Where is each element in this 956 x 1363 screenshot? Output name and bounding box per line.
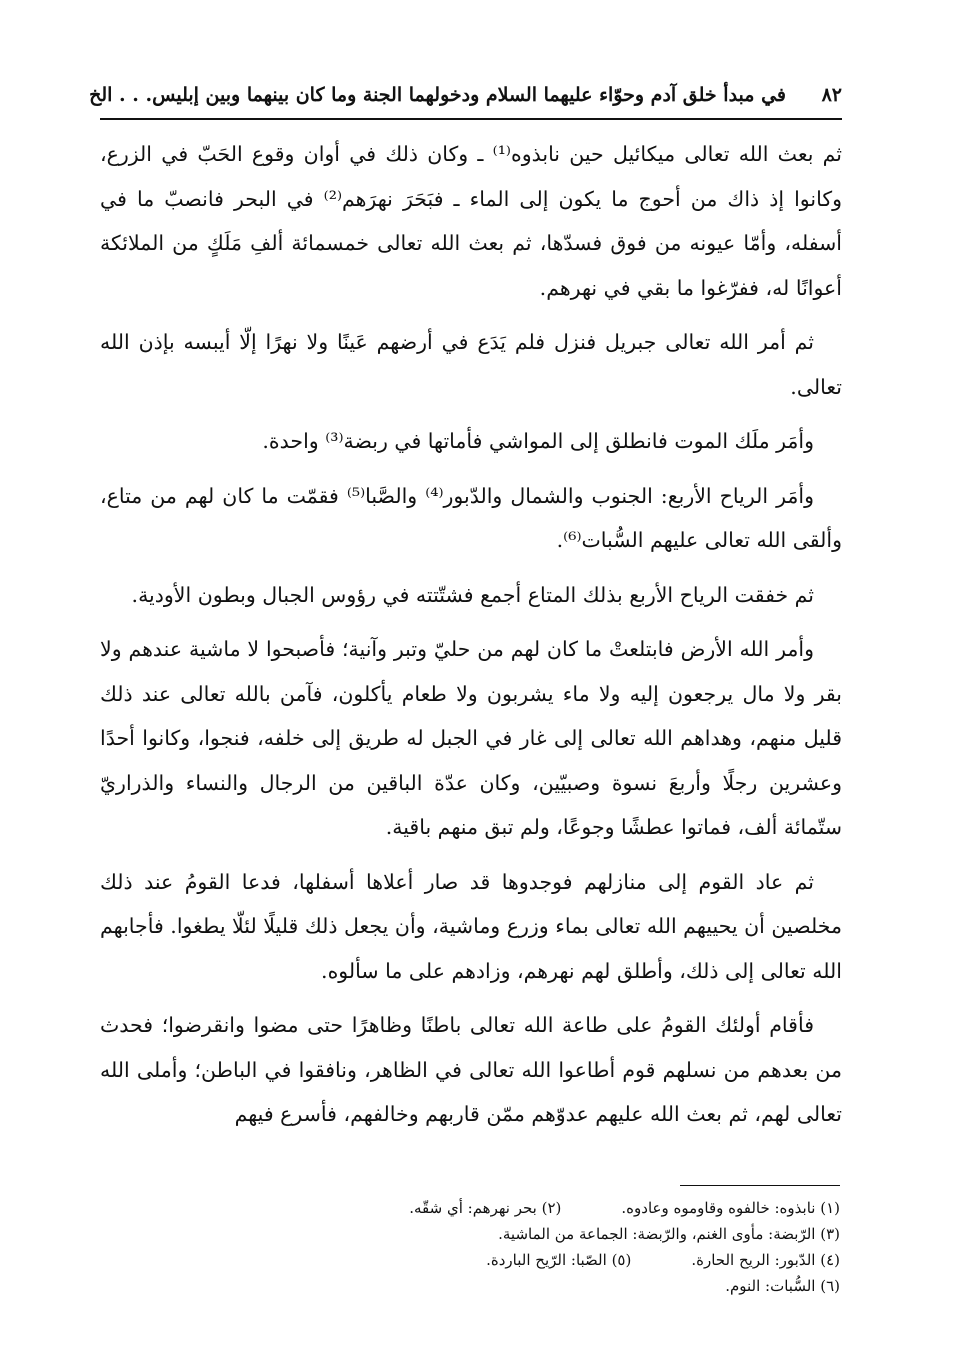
paragraph-3: وأمَر ملَك الموت فانطلق إلى المواشي فأماتها في ربضة⁽³⁾ واحدة. — [262, 429, 814, 453]
paragraph-4: وأمَر الرياح الأربع: الجنوب والشمال والدّبور⁽⁴⁾ والصَّبا⁽⁵⁾ فقمّت ما كان لهم من متاع، وألقى الله تعالى عليهم السُّبات⁽⁶⁾. — [100, 483, 842, 552]
footnote-3: (٣) الرّبضة: مأوى الغنم، والرّبضة: الجماعة من الماشية. — [498, 1225, 840, 1243]
footnote-6: (٦) السُّبات: النوم. — [725, 1277, 840, 1295]
footnotes — [260, 1195, 840, 1299]
footnote-rule — [680, 1185, 840, 1186]
header-rule — [100, 118, 842, 120]
paragraph-7: ثم عاد القوم إلى منازلهم فوجدوها قد صار أعلاها أسفلها، فدعا القومُ عند ذلك مخلصين أن يحييهم الله تعالى بماء وزرع وماشية، وأن يجعل ذلك قليلًا لئلّا يطغوا. فأجابهم الله تعالى إلى ذلك، وأطلق لهم نهرهم، وزادهم على ما سألوه. — [100, 869, 842, 983]
footnote-2: (٢) بحر نهرهم: أي شقّه. — [409, 1199, 562, 1217]
page-number: ٨٢ — [821, 84, 842, 106]
chapter-title: في مبدأ خلق آدم وحوّاء عليهما السلام ودخولهما الجنة وما كان بينهما وبين إبليس. . . الخ — [89, 84, 786, 106]
paragraph-1: ثم بعث الله تعالى ميكائيل حين نابذوه⁽¹⁾ ـ وكان ذلك في أوان وقوع الحَبّ في الزرع، وكانوا إذ ذاك من أحوج ما يكون إلى الماء ـ فبَحَرَ نهرَهم⁽²⁾ في البحر فانصبّ ما في أسفله، وأمّا عيونه من فوق فسدّها، ثم بعث الله تعالى خمسمائة ألفِ مَلَكٍ من الملائكة أعوانًا له، ففرّغوا ما بقي في نهرهم. — [100, 142, 843, 300]
paragraph-8: فأقام أولئك القومُ على طاعة الله تعالى باطنًا وظاهرًا حتى مضوا وانقرضوا؛ فحدث من بعدهم من نسلهم قوم أطاعوا الله تعالى في الظاهر، ونافقوا في الباطن؛ وأملى الله تعالى لهم، ثم بعث الله عليهم عدوّهم ممّن قاربهم وخالفهم، فأسرع فيهم — [100, 1013, 842, 1126]
footnote-row — [260, 1195, 840, 1221]
paragraph-6: وأمر الله الأرض فابتلعتْ ما كان لهم من حليّ وتبر وآنية؛ فأصبحوا لا ماشية عندهم ولا بقر ولا مال يرجعون إليه ولا ماء يشربون ولا طعام يأكلون، فآمن بالله تعالى عند ذلك قليل منهم، وهداهم الله تعالى إلى غار في الجبل له طريق إلى خلفه، فنجوا، وكانوا أحدًا وعشرين رجلًا وأربعَ نسوة وصبيّين، وكان عدّة الباقين من الرجال والنساء والذراريّ ستّمائة ألف، فماتوا عطشًا وجوعًا، ولم تبق منهم باقية. — [100, 637, 842, 839]
footnote-row — [260, 1221, 840, 1247]
footnote-5: (٥) الصّبا: الرّيح الباردة. — [486, 1251, 632, 1269]
main-text — [100, 132, 842, 1147]
footnote-row — [260, 1247, 840, 1273]
footnote-1: (١) نابذوه: خالفوه وقاوموه وعادوه. — [621, 1199, 840, 1217]
running-header — [89, 76, 842, 120]
footnote-4: (٤) الدّبور: الريح الحارة. — [691, 1251, 840, 1269]
footnote-row — [260, 1273, 840, 1299]
paragraph-2: ثم أمر الله تعالى جبريل فنزل فلم يَدَع في أرضهم عَينًا ولا نهرًا إلّا أيبسه بإذن الله تعالى. — [100, 330, 842, 399]
paragraph-5: ثم خفقت الرياح الأربع بذلك المتاع أجمع فشتّتته في رؤوس الجبال وبطون الأودية. — [131, 582, 814, 607]
